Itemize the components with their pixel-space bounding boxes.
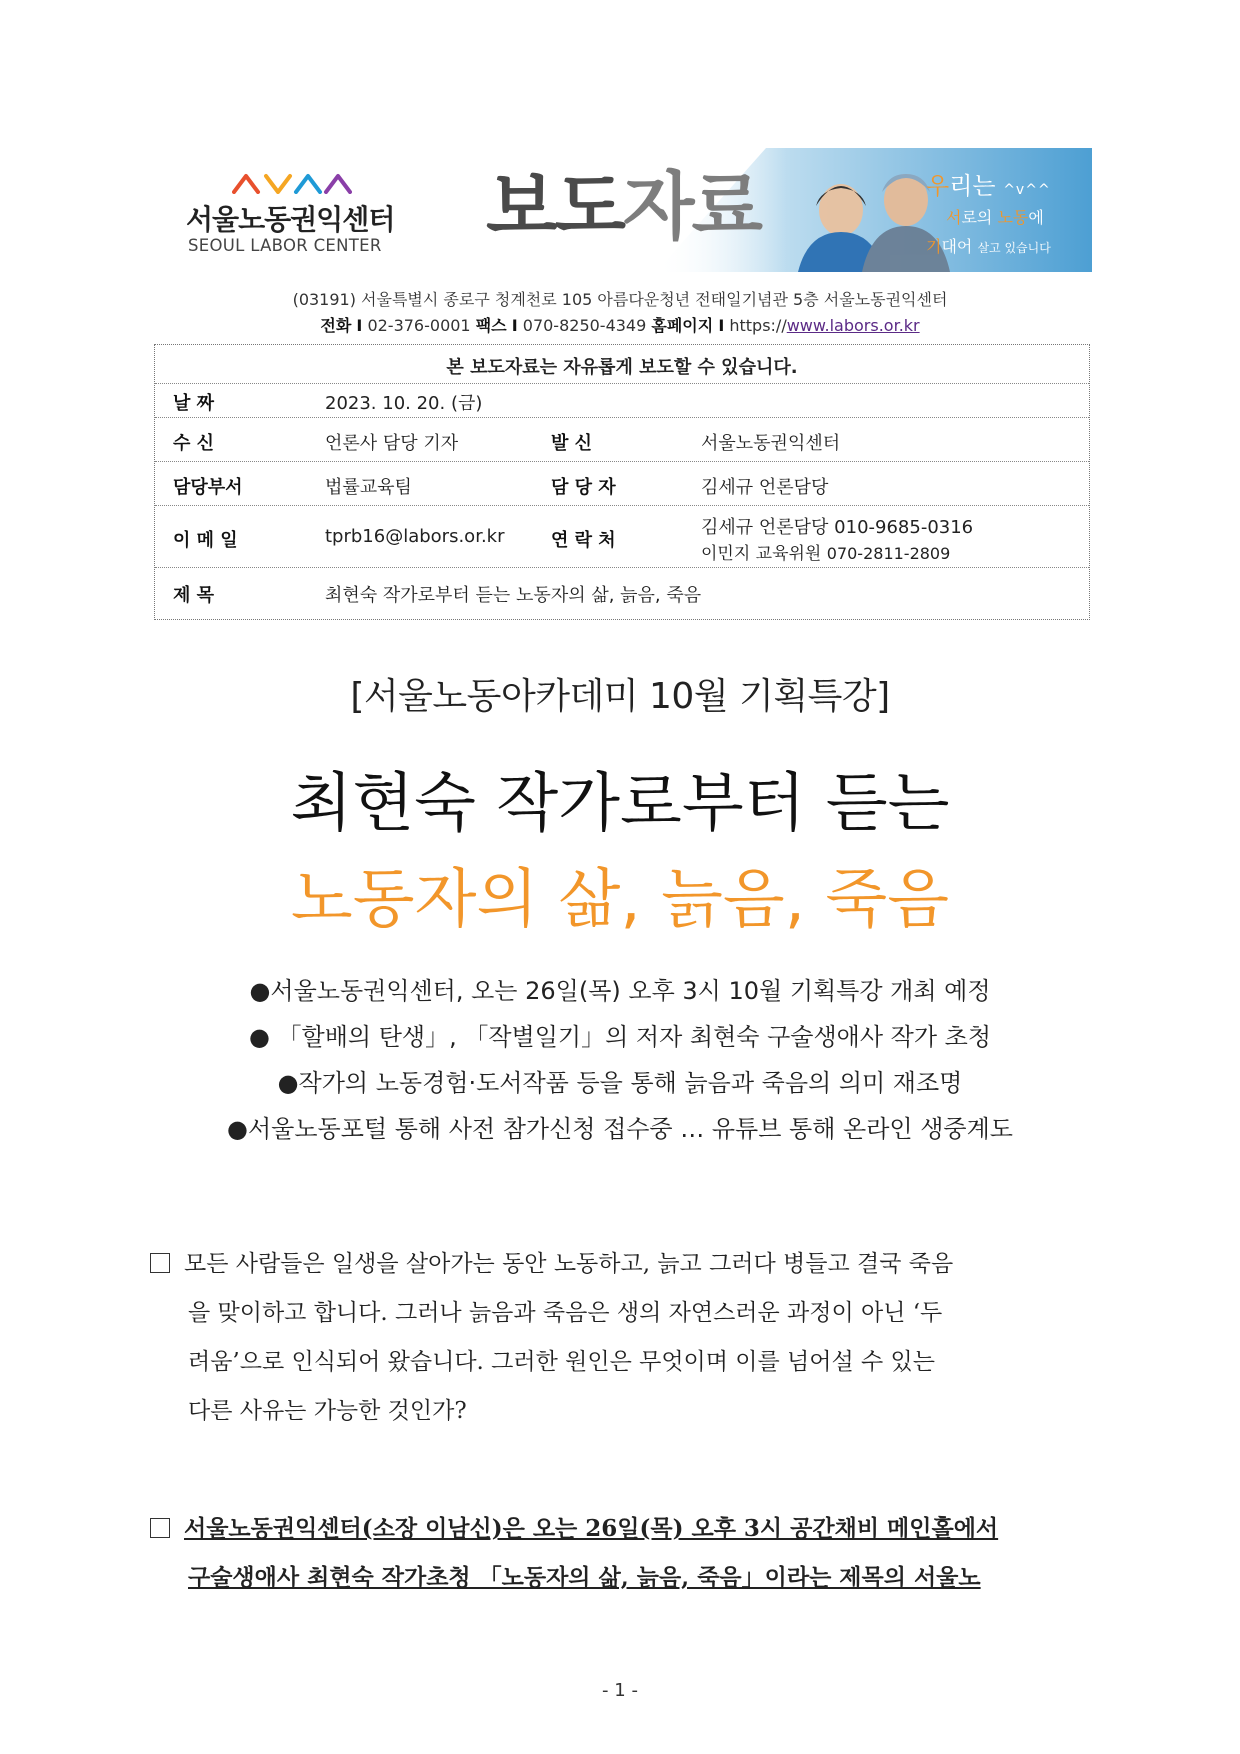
homepage-link[interactable]: www.labors.or.kr — [786, 316, 920, 335]
paragraph-line: 구술생애사 최현숙 작가초청 「노동자의 삶, 늙음, 죽음」이라는 제목의 서울노 — [188, 1564, 981, 1591]
fax-number: 070-8250-4349 — [522, 316, 647, 335]
date-row — [155, 383, 1089, 418]
contact-2-phone: 070-2811-2809 — [826, 544, 951, 563]
fax-label: 팩스 — [475, 316, 507, 335]
organization-logo — [186, 172, 406, 262]
summary-bullet: ●서울노동포털 통해 사전 참가신청 접수중 … 유튜브 통해 온라인 생중계도 — [227, 1115, 1013, 1143]
sender-value: 서울노동권익센터 — [701, 433, 841, 454]
body-paragraph-1 — [150, 1240, 1095, 1436]
contact-2-name: 이민지 교육위원 — [701, 544, 827, 564]
checkbox-square-icon — [150, 1518, 170, 1538]
slogan-text: 대어 — [941, 237, 978, 256]
recipient-row — [155, 417, 1089, 462]
banner-title-part1: 보도 — [486, 164, 623, 250]
address-line: (03191) 서울특별시 종로구 청계천로 105 아름다운청년 전태일기념관 5층 서울노동권익센터 — [292, 290, 948, 309]
slogan-text: 노동 — [997, 208, 1029, 227]
recipient-label: 수 신 — [173, 433, 215, 454]
date-label: 날 짜 — [173, 393, 215, 414]
contact-row — [155, 505, 1089, 568]
separator: I — [511, 316, 518, 335]
slogan-text: 로의 — [961, 208, 998, 227]
slogan-text: 리는 — [949, 172, 996, 200]
email-value[interactable]: tprb16@labors.or.kr — [325, 526, 505, 547]
logo-mark-icon — [232, 172, 352, 194]
contact-2 — [701, 539, 950, 564]
summary-bullet: ●작가의 노동경험·도서작품 등을 통해 늙음과 죽음의 의미 재조명 — [277, 1069, 963, 1097]
phone-label: 전화 — [320, 316, 352, 335]
banner-title-part2: 자료 — [622, 164, 760, 250]
slogan-text: 에 — [1028, 208, 1044, 227]
headline-line2: 노동자의 삶, 늙음, 죽음 — [290, 863, 950, 937]
logo-name-en: SEOUL LABOR CENTER — [188, 236, 382, 255]
slogan-text: 기 — [926, 237, 942, 256]
manager-label: 담 당 자 — [551, 477, 616, 498]
subject-value: 최현숙 작가로부터 듣는 노동자의 삶, 늙음, 죽음 — [325, 585, 702, 606]
separator: I — [718, 316, 725, 335]
headline-line1: 최현숙 작가로부터 듣는 — [290, 767, 950, 841]
contact-1 — [701, 513, 973, 539]
slogan-text: 우 — [926, 172, 950, 200]
recipient-value: 언론사 담당 기자 — [325, 433, 459, 454]
department-label: 담당부서 — [173, 477, 243, 498]
banner-title — [486, 164, 760, 250]
paragraph-line: 다른 사유는 가능한 것인가? — [188, 1398, 467, 1424]
summary-bullet: ●서울노동권익센터, 오는 26일(목) 오후 3시 10월 기획특강 개최 예정 — [249, 977, 991, 1005]
department-value: 법률교육팀 — [325, 477, 412, 498]
subject-row — [155, 567, 1089, 620]
manager-value: 김세규 언론담당 — [701, 477, 829, 498]
press-release-banner — [486, 148, 1092, 272]
contact-line — [0, 313, 1240, 336]
body-paragraph-2 — [150, 1504, 1095, 1602]
paragraph-line: 서울노동권익센터(소장 이남신)은 오는 26일(목) 오후 3시 공간채비 메인홀에서 — [184, 1515, 999, 1542]
department-row — [155, 461, 1089, 506]
contact-1-phone: 010-9685-0316 — [834, 517, 974, 538]
slogan-text: 서 — [946, 208, 962, 227]
contact-label: 연 락 처 — [551, 530, 616, 551]
subject-label: 제 목 — [173, 585, 215, 606]
paragraph-line: 려움’으로 인식되어 왔습니다. 그러한 원인은 무엇이며 이를 넘어설 수 있는 — [188, 1349, 935, 1375]
slogan-text: 살고 있습니다 — [977, 241, 1051, 255]
email-label: 이 메 일 — [173, 530, 238, 551]
date-value: 2023. 10. 20. (금) — [325, 393, 483, 414]
free-reporting-notice: 본 보도자료는 자유롭게 보도할 수 있습니다. — [446, 357, 798, 378]
banner-slogan — [926, 166, 1096, 257]
homepage-label: 홈페이지 — [651, 316, 714, 335]
homepage-prefix: https:// — [729, 316, 787, 335]
separator: I — [356, 316, 363, 335]
page-number: - 1 - — [602, 1680, 638, 1701]
event-subtitle: [서울노동아카데미 10월 기획특강] — [350, 676, 890, 717]
logo-name: 서울노동권익센터 — [186, 203, 395, 236]
press-info-table — [154, 344, 1090, 620]
paragraph-line: 을 맞이하고 합니다. 그러나 늙음과 죽음은 생의 자연스러운 과정이 아닌 ‘두 — [188, 1300, 943, 1326]
checkbox-square-icon — [150, 1253, 170, 1273]
contact-1-name: 김세규 언론담당 — [701, 517, 835, 538]
notice-row — [155, 345, 1089, 383]
summary-bullets — [0, 968, 1240, 1152]
summary-bullet: ● 「할배의 탄생」, 「작별일기」의 저자 최현숙 구술생애사 작가 초청 — [248, 1023, 991, 1051]
phone-number: 02-376-0001 — [367, 316, 471, 335]
paragraph-line: 모든 사람들은 일생을 살아가는 동안 노동하고, 늙고 그러다 병들고 결국 죽음 — [184, 1251, 954, 1277]
slogan-mark: ^v^^ — [1003, 182, 1051, 198]
sender-label: 발 신 — [551, 433, 593, 454]
